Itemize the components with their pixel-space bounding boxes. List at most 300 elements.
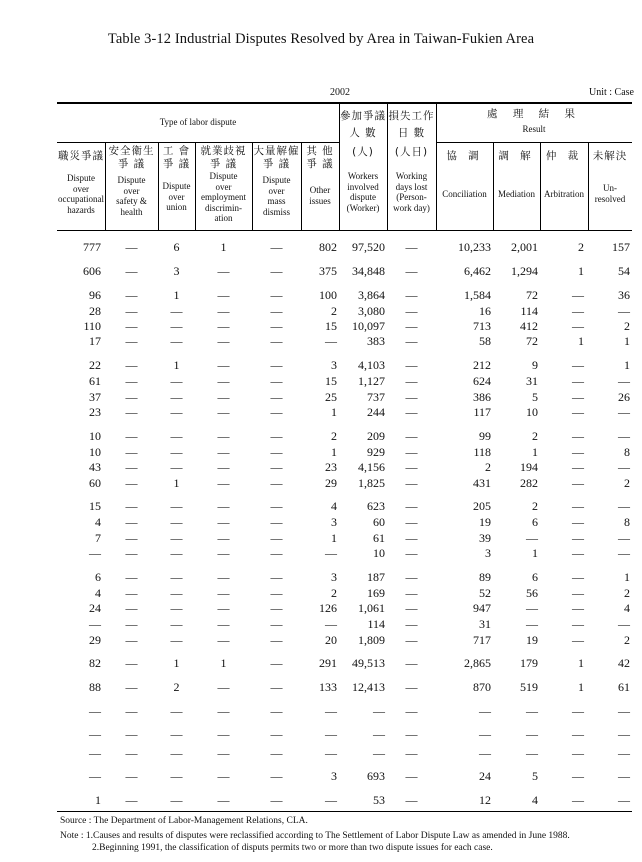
cell-mediation: 2	[532, 429, 538, 443]
cell-other-issues: 3	[331, 570, 337, 584]
table-row	[57, 570, 632, 584]
table-row	[57, 633, 632, 647]
cell-safety: —	[125, 769, 138, 783]
cell-union: —	[170, 586, 183, 600]
cell-union: —	[170, 601, 183, 615]
cell-employment: —	[217, 680, 230, 694]
cell-employment: 1	[220, 656, 227, 670]
cell-employment: —	[217, 586, 230, 600]
cell-days-lost: —	[405, 727, 418, 741]
cell-union: 1	[173, 656, 180, 670]
cell-dismiss: —	[270, 746, 283, 760]
cell-employment: —	[217, 429, 230, 443]
cell-mediation: 1	[532, 546, 538, 560]
cell-mediation: 179	[520, 656, 538, 670]
cell-mediation: 5	[532, 769, 538, 783]
cell-union: —	[170, 429, 183, 443]
cell-unresolved: 42	[618, 656, 630, 670]
other-issues-header: 其 他 爭 議 Other issues	[306, 145, 334, 206]
cell-dismiss: —	[270, 586, 283, 600]
cell-days-lost: —	[405, 680, 418, 694]
cell-unresolved: 8	[624, 515, 630, 529]
cell-employment: —	[217, 727, 230, 741]
cell-days-lost: —	[405, 288, 418, 302]
table-row	[57, 746, 632, 760]
cell-arbitration: —	[572, 390, 584, 404]
cell-mediation: 9	[532, 358, 538, 372]
table-row	[57, 304, 632, 318]
cell-arbitration: —	[572, 304, 584, 318]
cell-other-issues: 375	[319, 264, 337, 278]
workers-header: 參加爭議 人 數 (人) Workers involved dispute (Worker)	[340, 110, 386, 213]
cell-occupational: —	[89, 769, 101, 783]
cell-occupational: 43	[89, 460, 101, 474]
header-divider	[436, 142, 632, 143]
cell-workers: —	[373, 746, 385, 760]
cell-other-issues: 29	[325, 476, 337, 490]
cell-unresolved: 1	[624, 570, 630, 584]
cell-safety: —	[125, 429, 138, 443]
cell-safety: —	[125, 515, 138, 529]
cell-dismiss: —	[270, 769, 283, 783]
cell-dismiss: —	[270, 680, 283, 694]
cell-union: —	[170, 304, 183, 318]
cell-safety: —	[125, 586, 138, 600]
cell-union: —	[170, 746, 183, 760]
cell-workers: 49,513	[352, 656, 385, 670]
cell-conciliation: 2	[485, 460, 491, 474]
cell-arbitration: —	[572, 405, 584, 419]
cell-conciliation: 205	[473, 499, 491, 513]
cell-unresolved: —	[618, 460, 630, 474]
cell-workers: 929	[367, 445, 385, 459]
table-row	[57, 460, 632, 474]
cell-dismiss: —	[270, 374, 283, 388]
cell-safety: —	[125, 405, 138, 419]
cell-workers: 3,864	[358, 288, 385, 302]
mediation-header: 調 解 Mediation	[498, 150, 535, 199]
cell-unresolved: —	[618, 704, 630, 718]
cell-workers: 383	[367, 334, 385, 348]
cell-dismiss: —	[270, 429, 283, 443]
cell-conciliation: 713	[473, 319, 491, 333]
cell-workers: 737	[367, 390, 385, 404]
cell-employment: —	[217, 374, 230, 388]
cell-arbitration: 1	[578, 656, 584, 670]
cell-workers: 1,127	[358, 374, 385, 388]
cell-union: —	[170, 633, 183, 647]
cell-days-lost: —	[405, 405, 418, 419]
cell-days-lost: —	[405, 429, 418, 443]
cell-workers: 34,848	[352, 264, 385, 278]
cell-employment: —	[217, 358, 230, 372]
cell-union: —	[170, 374, 183, 388]
cell-safety: —	[125, 374, 138, 388]
cell-safety: —	[125, 445, 138, 459]
cell-dismiss: —	[270, 617, 283, 631]
safety-header: 安全衛生 爭 議 Dispute over safety & health	[108, 145, 155, 217]
cell-safety: —	[125, 390, 138, 404]
cell-days-lost: —	[405, 304, 418, 318]
cell-safety: —	[125, 288, 138, 302]
cell-days-lost: —	[405, 460, 418, 474]
cell-safety: —	[125, 240, 138, 254]
cell-employment: —	[217, 793, 230, 807]
cell-conciliation: 870	[473, 680, 491, 694]
cell-workers: 4,103	[358, 358, 385, 372]
cell-mediation: 1,294	[511, 264, 538, 278]
cell-union: 1	[173, 476, 180, 490]
cell-union: —	[170, 617, 183, 631]
cell-unresolved: 2	[624, 476, 630, 490]
cell-employment: —	[217, 515, 230, 529]
cell-safety: —	[125, 499, 138, 513]
cell-safety: —	[125, 633, 138, 647]
cell-employment: —	[217, 445, 230, 459]
cell-days-lost: —	[405, 586, 418, 600]
cell-unresolved: 8	[624, 445, 630, 459]
cell-employment: —	[217, 704, 230, 718]
header-top-rule	[57, 102, 632, 104]
cell-arbitration: —	[572, 793, 584, 807]
cell-unresolved: 2	[624, 633, 630, 647]
cell-other-issues: 3	[331, 769, 337, 783]
cell-union: —	[170, 546, 183, 560]
cell-workers: 1,061	[358, 601, 385, 615]
occupational-header: 職災爭議 Dispute over occupational hazards	[58, 150, 104, 215]
cell-conciliation: —	[479, 704, 491, 718]
cell-dismiss: —	[270, 546, 283, 560]
table-row	[57, 769, 632, 783]
cell-mediation: 19	[526, 633, 538, 647]
cell-conciliation: 717	[473, 633, 491, 647]
cell-occupational: —	[89, 617, 101, 631]
cell-other-issues: 2	[331, 586, 337, 600]
cell-employment: —	[217, 264, 230, 278]
table-row	[57, 358, 632, 372]
cell-union: —	[170, 769, 183, 783]
cell-conciliation: 947	[473, 601, 491, 615]
cell-days-lost: —	[405, 546, 418, 560]
cell-safety: —	[125, 793, 138, 807]
cell-occupational: 6	[95, 570, 101, 584]
cell-days-lost: —	[405, 499, 418, 513]
cell-other-issues: 4	[331, 499, 337, 513]
cell-unresolved: 54	[618, 264, 630, 278]
cell-union: —	[170, 319, 183, 333]
cell-other-issues: 3	[331, 515, 337, 529]
dismiss-header: 大量解僱 爭 議 Dispute over mass dismiss	[253, 145, 300, 217]
cell-unresolved: 1	[624, 358, 630, 372]
cell-safety: —	[125, 617, 138, 631]
table-row	[57, 499, 632, 513]
cell-occupational: 28	[89, 304, 101, 318]
table-row	[57, 319, 632, 333]
cell-days-lost: —	[405, 633, 418, 647]
cell-union: 3	[173, 264, 180, 278]
cell-mediation: 194	[520, 460, 538, 474]
cell-days-lost: —	[405, 445, 418, 459]
cell-unresolved: 2	[624, 586, 630, 600]
cell-arbitration: —	[572, 476, 584, 490]
table-row	[57, 515, 632, 529]
cell-dismiss: —	[270, 601, 283, 615]
cell-dismiss: —	[270, 319, 283, 333]
cell-unresolved: 4	[624, 601, 630, 615]
cell-other-issues: —	[325, 546, 337, 560]
cell-employment: —	[217, 405, 230, 419]
cell-unresolved: —	[618, 429, 630, 443]
cell-other-issues: 1	[331, 531, 337, 545]
table-row	[57, 405, 632, 419]
cell-other-issues: 15	[325, 374, 337, 388]
cell-occupational: 17	[89, 334, 101, 348]
cell-unresolved: —	[618, 617, 630, 631]
cell-occupational: 4	[95, 515, 101, 529]
table-row	[57, 727, 632, 741]
cell-employment: —	[217, 746, 230, 760]
cell-mediation: 412	[520, 319, 538, 333]
cell-mediation: —	[526, 531, 538, 545]
cell-union: 1	[173, 288, 180, 302]
table-row	[57, 601, 632, 615]
cell-other-issues: 100	[319, 288, 337, 302]
cell-mediation: 2	[532, 499, 538, 513]
cell-occupational: 60	[89, 476, 101, 490]
cell-arbitration: —	[572, 445, 584, 459]
cell-arbitration: 1	[578, 264, 584, 278]
cell-mediation: 4	[532, 793, 538, 807]
cell-employment: —	[217, 476, 230, 490]
result-group-header-zh: 處 理 結 果	[486, 108, 581, 120]
table-row	[57, 704, 632, 718]
cell-unresolved: 2	[624, 319, 630, 333]
cell-employment: —	[217, 633, 230, 647]
cell-dismiss: —	[270, 288, 283, 302]
cell-days-lost: —	[405, 617, 418, 631]
cell-occupational: 61	[89, 374, 101, 388]
cell-other-issues: —	[325, 334, 337, 348]
cell-occupational: 15	[89, 499, 101, 513]
cell-dismiss: —	[270, 445, 283, 459]
cell-days-lost: —	[405, 570, 418, 584]
cell-workers: 1,809	[358, 633, 385, 647]
table-row	[57, 429, 632, 443]
cell-employment: —	[217, 769, 230, 783]
cell-unresolved: —	[618, 499, 630, 513]
cell-union: 6	[173, 240, 180, 254]
cell-conciliation: 19	[479, 515, 491, 529]
cell-union: —	[170, 334, 183, 348]
cell-dismiss: —	[270, 793, 283, 807]
cell-conciliation: 52	[479, 586, 491, 600]
cell-arbitration: —	[572, 601, 584, 615]
cell-employment: —	[217, 288, 230, 302]
cell-occupational: 22	[89, 358, 101, 372]
cell-workers: 10	[373, 546, 385, 560]
cell-conciliation: 2,865	[464, 656, 491, 670]
note-1: Note : 1.Causes and results of disputes were reclassified according to The Settlement of Labor Dispute Law as amended in June 1988.	[60, 831, 570, 841]
cell-conciliation: 431	[473, 476, 491, 490]
table-row	[57, 546, 632, 560]
cell-mediation: 6	[532, 570, 538, 584]
cell-days-lost: —	[405, 656, 418, 670]
cell-days-lost: —	[405, 264, 418, 278]
cell-occupational: 110	[83, 319, 101, 333]
cell-employment: —	[217, 570, 230, 584]
cell-other-issues: 802	[319, 240, 337, 254]
cell-arbitration: —	[572, 288, 584, 302]
cell-arbitration: —	[572, 769, 584, 783]
cell-arbitration: —	[572, 727, 584, 741]
cell-days-lost: —	[405, 358, 418, 372]
conciliation-header: 協 調 Conciliation	[442, 150, 487, 199]
table-row	[57, 374, 632, 388]
header-bottom-rule	[57, 230, 632, 231]
cell-arbitration: —	[572, 546, 584, 560]
cell-days-lost: —	[405, 390, 418, 404]
cell-unresolved: —	[618, 769, 630, 783]
cell-safety: —	[125, 656, 138, 670]
cell-other-issues: 1	[331, 405, 337, 419]
cell-occupational: —	[89, 727, 101, 741]
cell-safety: —	[125, 319, 138, 333]
table-row	[57, 390, 632, 404]
cell-employment: —	[217, 390, 230, 404]
cell-workers: —	[373, 727, 385, 741]
cell-dismiss: —	[270, 405, 283, 419]
cell-unresolved: —	[618, 304, 630, 318]
cell-dismiss: —	[270, 656, 283, 670]
cell-conciliation: 386	[473, 390, 491, 404]
cell-arbitration: —	[572, 633, 584, 647]
cell-conciliation: 89	[479, 570, 491, 584]
cell-workers: 53	[373, 793, 385, 807]
cell-mediation: 1	[532, 445, 538, 459]
cell-conciliation: 117	[473, 405, 491, 419]
cell-dismiss: —	[270, 570, 283, 584]
cell-unresolved: 26	[618, 390, 630, 404]
cell-arbitration: —	[572, 374, 584, 388]
table-row	[57, 680, 632, 694]
cell-arbitration: —	[572, 570, 584, 584]
cell-occupational: —	[89, 704, 101, 718]
cell-workers: 693	[367, 769, 385, 783]
cell-mediation: 56	[526, 586, 538, 600]
cell-occupational: 777	[83, 240, 101, 254]
cell-days-lost: —	[405, 793, 418, 807]
cell-unresolved: —	[618, 727, 630, 741]
cell-union: —	[170, 727, 183, 741]
unresolved-header: 未解決 Un- resolved	[592, 150, 628, 204]
cell-unresolved: 36	[618, 288, 630, 302]
cell-days-lost: —	[405, 769, 418, 783]
cell-other-issues: 15	[325, 319, 337, 333]
cell-mediation: 10	[526, 405, 538, 419]
cell-days-lost: —	[405, 374, 418, 388]
cell-days-lost: —	[405, 601, 418, 615]
cell-dismiss: —	[270, 727, 283, 741]
cell-dismiss: —	[270, 304, 283, 318]
cell-mediation: 6	[532, 515, 538, 529]
table-row	[57, 445, 632, 459]
cell-occupational: —	[89, 546, 101, 560]
cell-occupational: 1	[95, 793, 101, 807]
cell-workers: 623	[367, 499, 385, 513]
cell-other-issues: 133	[319, 680, 337, 694]
cell-unresolved: —	[618, 374, 630, 388]
cell-mediation: —	[526, 727, 538, 741]
cell-dismiss: —	[270, 633, 283, 647]
cell-mediation: 72	[526, 288, 538, 302]
cell-unresolved: 157	[612, 240, 630, 254]
cell-unresolved: 61	[618, 680, 630, 694]
result-group-header-en: Result	[522, 124, 546, 134]
cell-occupational: 23	[89, 405, 101, 419]
cell-arbitration: —	[572, 704, 584, 718]
cell-other-issues: 1	[331, 445, 337, 459]
cell-other-issues: —	[325, 746, 337, 760]
cell-unresolved: 1	[624, 334, 630, 348]
cell-employment: —	[217, 617, 230, 631]
cell-conciliation: 212	[473, 358, 491, 372]
cell-employment: —	[217, 499, 230, 513]
cell-unresolved: —	[618, 746, 630, 760]
cell-employment: —	[217, 546, 230, 560]
cell-workers: 10,097	[352, 319, 385, 333]
table-row	[57, 288, 632, 302]
table-row	[57, 264, 632, 278]
table-row	[57, 793, 632, 807]
cell-workers: —	[373, 704, 385, 718]
cell-conciliation: —	[479, 746, 491, 760]
cell-other-issues: 126	[319, 601, 337, 615]
year-label: 2002	[330, 87, 350, 98]
source-note: Source : The Department of Labor-Management Relations, CLA.	[60, 816, 308, 826]
cell-safety: —	[125, 531, 138, 545]
table-row	[57, 656, 632, 670]
cell-arbitration: —	[572, 746, 584, 760]
cell-union: —	[170, 499, 183, 513]
cell-safety: —	[125, 727, 138, 741]
table-row	[57, 617, 632, 631]
cell-dismiss: —	[270, 390, 283, 404]
cell-days-lost: —	[405, 319, 418, 333]
days-lost-header: 損失工作 日 數 (人日) Working days lost (Person- work day)	[388, 110, 435, 213]
unit-label: Unit : Case	[589, 87, 634, 98]
cell-arbitration: 2	[578, 240, 584, 254]
cell-other-issues: 2	[331, 429, 337, 443]
cell-employment: —	[217, 601, 230, 615]
cell-safety: —	[125, 264, 138, 278]
cell-days-lost: —	[405, 240, 418, 254]
cell-occupational: 10	[89, 445, 101, 459]
cell-conciliation: 31	[479, 617, 491, 631]
cell-dismiss: —	[270, 704, 283, 718]
cell-mediation: —	[526, 746, 538, 760]
cell-days-lost: —	[405, 746, 418, 760]
cell-safety: —	[125, 680, 138, 694]
cell-union: 2	[173, 680, 180, 694]
cell-arbitration: 1	[578, 680, 584, 694]
cell-union: —	[170, 390, 183, 404]
cell-other-issues: —	[325, 793, 337, 807]
cell-conciliation: 12	[479, 793, 491, 807]
cell-safety: —	[125, 601, 138, 615]
cell-other-issues: 3	[331, 358, 337, 372]
cell-conciliation: 624	[473, 374, 491, 388]
cell-mediation: 31	[526, 374, 538, 388]
